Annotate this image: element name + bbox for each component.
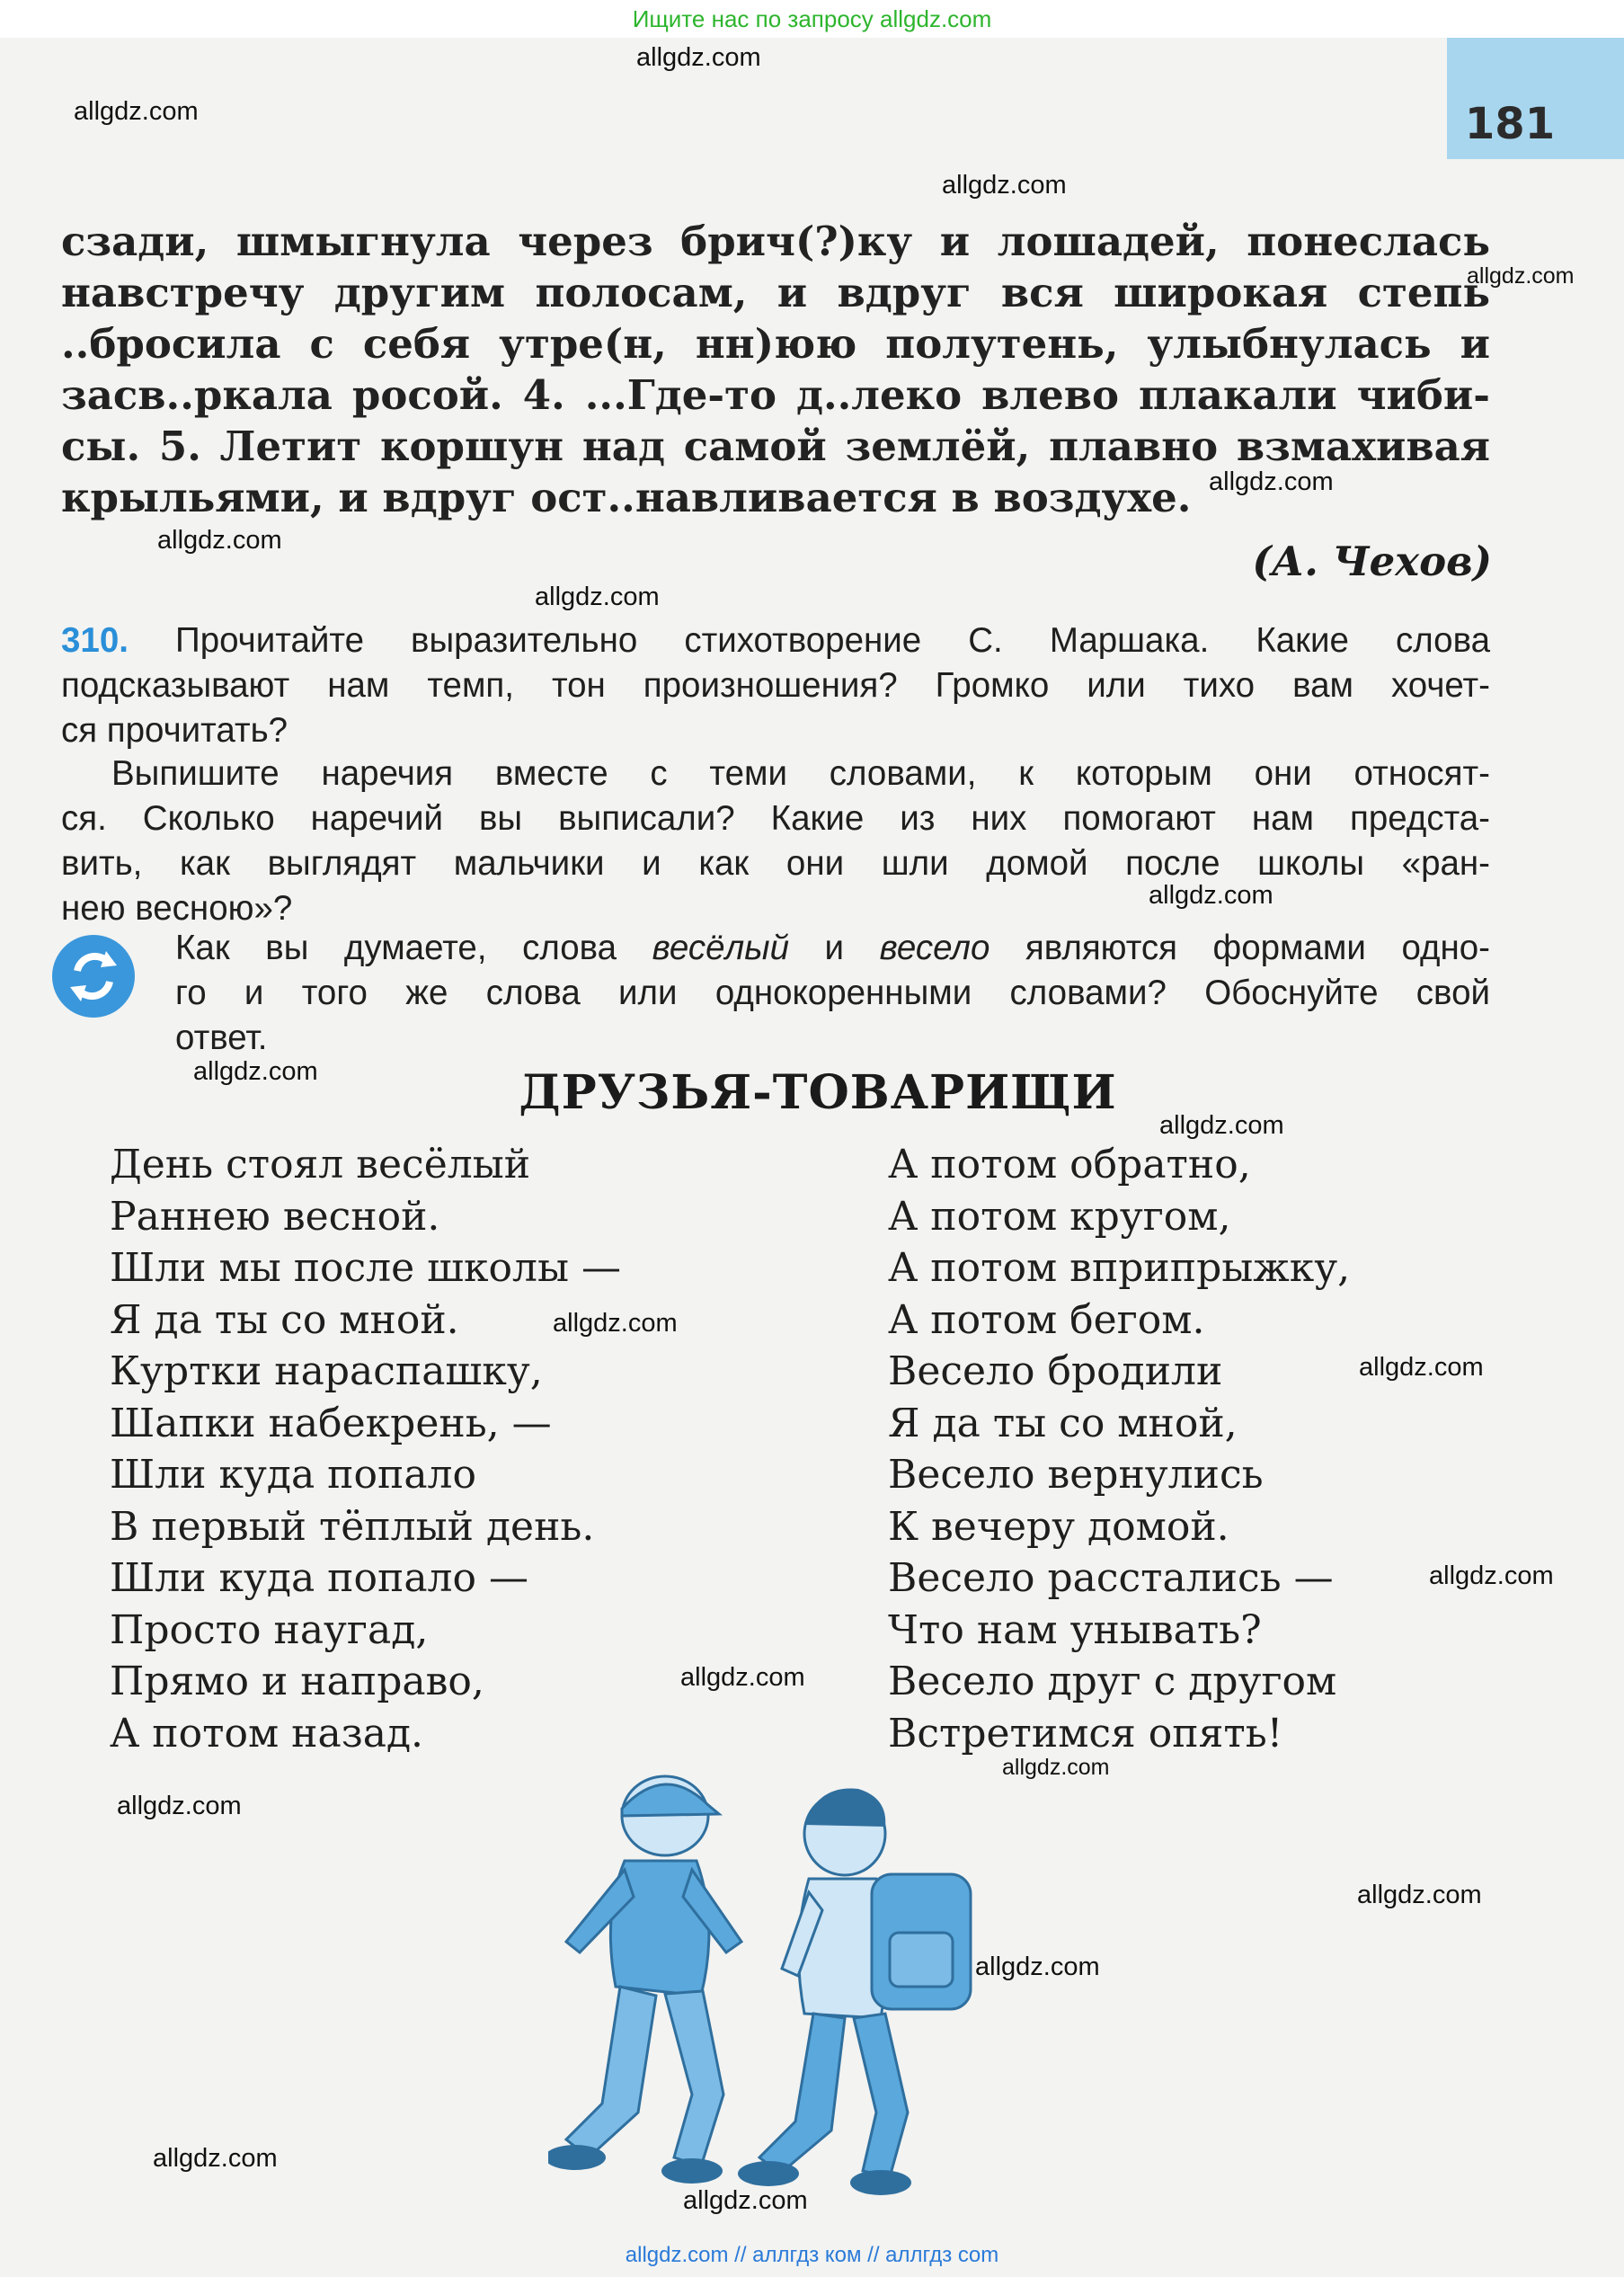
story-line: ..бросила с себя утре(н, нн)юю полутень, улыбнулась и — [61, 320, 1490, 368]
watermark: allgdz.com — [193, 1057, 318, 1086]
task-line: вить, как выглядят мальчики и как они шли домой после школы «ран- — [61, 844, 1490, 883]
poem-line: Шапки набекрень, — — [110, 1400, 552, 1446]
task-line: ся. Сколько наречий вы выписали? Какие из них помогают нам предста- — [61, 799, 1490, 838]
watermark: allgdz.com — [74, 97, 199, 126]
poem-title: ДРУЗЬЯ-ТОВАРИЩИ — [519, 1065, 1117, 1120]
story-text — [61, 216, 1490, 523]
watermark: allgdz.com — [1002, 1755, 1110, 1780]
watermark: allgdz.com — [117, 1792, 242, 1820]
task-text: и — [789, 929, 880, 967]
task-paragraph-2 — [61, 752, 1490, 931]
watermark: allgdz.com — [1149, 881, 1273, 910]
refresh-icon — [52, 935, 135, 1018]
task-line: ся прочитать? — [61, 711, 288, 750]
watermark: allgdz.com — [1159, 1111, 1284, 1140]
story-line: сзади, шмыгнула через брич(?)ку и лошадей, понеслась — [61, 218, 1490, 265]
poem-line: День стоял весёлый — [110, 1142, 531, 1187]
story-line: сы. 5. Летит коршун над самой землёй, плавно взмахивая — [61, 422, 1490, 470]
watermark: allgdz.com — [157, 526, 282, 555]
top-banner[interactable]: Ищите нас по запросу allgdz.com — [0, 0, 1624, 38]
poem-line: А потом вприпрыжку, — [888, 1245, 1351, 1291]
poem-line: Весело бродили — [888, 1348, 1223, 1394]
watermark: allgdz.com — [535, 583, 660, 611]
task-line: ответ. — [175, 1018, 268, 1057]
poem-line: Весело расстались — — [888, 1555, 1334, 1601]
story-line: навстречу другим полосам, и вдруг вся широкая степь — [61, 269, 1490, 316]
watermark: allgdz.com — [942, 171, 1067, 200]
poem-column-right — [888, 1139, 1472, 1759]
task-number: 310. — [61, 621, 129, 660]
page-number: 181 — [1464, 99, 1556, 149]
task-line: подсказывают нам темп, тон произношения? Громко или тихо вам хочет- — [61, 666, 1490, 705]
poem-line: Весело друг с другом — [888, 1659, 1337, 1704]
task-line: го и того же слова или однокоренными словами? Обоснуйте свой — [175, 974, 1490, 1012]
watermark: allgdz.com — [975, 1952, 1100, 1981]
story-line: крыльями, и вдруг ост..навливается в воздухе. — [61, 474, 1192, 521]
footer-links[interactable]: allgdz.com // аллгдз ком // аллгдз com — [625, 2243, 999, 2267]
story-author: (А. Чехов) — [1252, 538, 1492, 585]
task-line: нею весною»? — [61, 889, 293, 928]
watermark: allgdz.com — [1359, 1353, 1484, 1382]
poem-line: Я да ты со мной. — [110, 1296, 459, 1343]
watermark: allgdz.com — [153, 2144, 278, 2173]
boys-illustration — [548, 1762, 1016, 2211]
poem-column-left — [110, 1139, 694, 1759]
poem-line: Прямо и направо, — [110, 1659, 484, 1704]
poem-line: Что нам унывать? — [888, 1606, 1262, 1653]
watermark: allgdz.com — [1209, 467, 1334, 496]
poem-line: А потом назад. — [110, 1710, 424, 1757]
task-line: Выпишите наречия вместе с теми словами, к которым они относят- — [111, 754, 1490, 793]
boy-right-figure — [738, 1789, 971, 2196]
italic-word: весело — [879, 929, 990, 967]
poem-line: К вечеру домой. — [888, 1503, 1229, 1550]
poem-line: В первый тёплый день. — [110, 1503, 595, 1550]
poem-line: Просто наугад, — [110, 1606, 429, 1653]
task-line: Прочитайте выразительно стихотворение С. Маршака. Какие слова — [175, 621, 1491, 660]
watermark: allgdz.com — [1467, 263, 1575, 289]
task-text: являются формами одно- — [989, 929, 1490, 967]
watermark: allgdz.com — [1357, 1881, 1482, 1909]
watermark: allgdz.com — [680, 1663, 805, 1692]
task-paragraph-3 — [175, 926, 1490, 1061]
poem-line: Весело вернулись — [888, 1452, 1264, 1498]
poem-line: А потом кругом, — [888, 1193, 1231, 1240]
poem-line: Куртки нараспашку, — [110, 1348, 543, 1394]
watermark: allgdz.com — [683, 2186, 808, 2215]
watermark: allgdz.com — [553, 1309, 678, 1338]
poem-line: Я да ты со мной, — [888, 1400, 1238, 1446]
story-line: засв..ркала росой. 4. ...Где-то д..леко влево плакали чиби- — [61, 371, 1490, 419]
italic-word: весёлый — [652, 929, 789, 967]
task-paragraph-1 — [61, 618, 1490, 753]
poem-line: Шли куда попало — [110, 1452, 476, 1498]
poem-line: А потом обратно, — [888, 1142, 1251, 1187]
boy-left-figure — [548, 1776, 741, 2184]
watermark: allgdz.com — [1429, 1561, 1554, 1590]
watermark: allgdz.com — [636, 43, 761, 72]
poem-line: Шли мы после школы — — [110, 1245, 621, 1291]
poem-line: Шли куда попало — — [110, 1555, 528, 1601]
poem-line: Встретимся опять! — [888, 1710, 1283, 1757]
task-text: Как вы думаете, слова — [175, 929, 652, 967]
poem-line: Раннею весной. — [110, 1193, 440, 1240]
poem-line: А потом бегом. — [888, 1296, 1205, 1343]
